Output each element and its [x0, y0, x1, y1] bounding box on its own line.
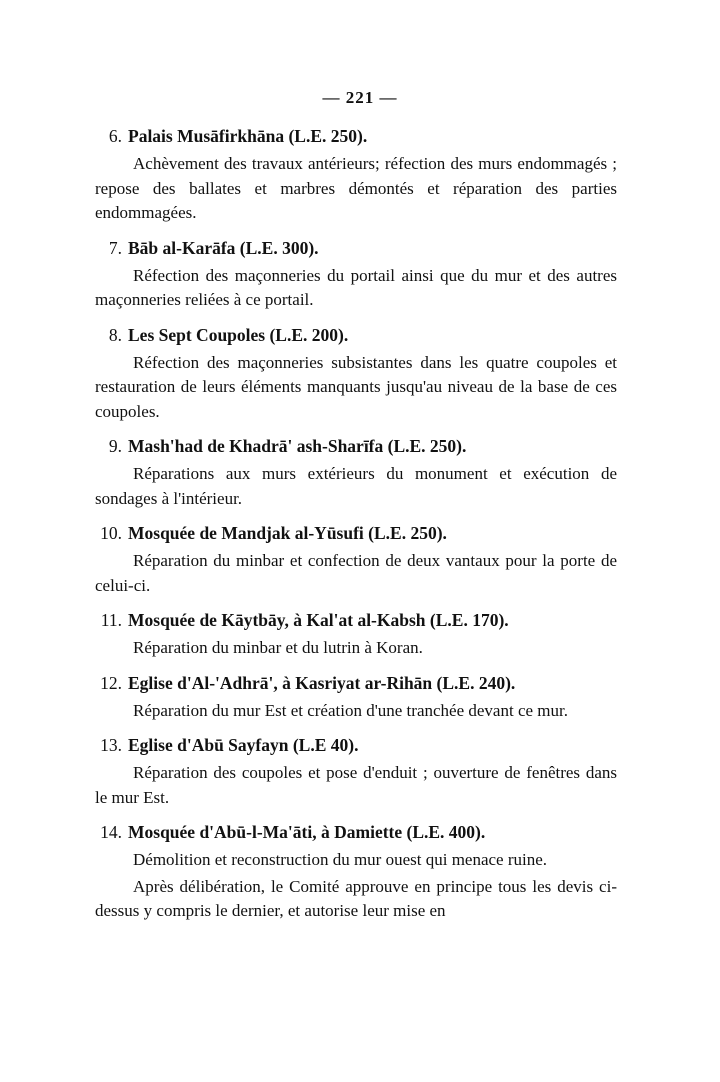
document-body [95, 124, 617, 926]
entry-title: Eglise d'Abū Sayfayn (L.E 40). [128, 735, 359, 755]
entry-description: Réparations aux murs extérieurs du monument et exécution de sondages à l'intérieur. [95, 464, 617, 508]
entry-description: Réfection des maçonneries du portail ainsi que du mur et des autres maçonneries reliées à ce portail. [95, 265, 617, 309]
entry-heading [95, 323, 617, 347]
list-item [95, 521, 617, 598]
entry-heading [95, 733, 617, 757]
entry-number: 14. [100, 822, 122, 842]
entry-title: Les Sept Coupoles (L.E. 200). [128, 324, 349, 345]
entry-description: Réparation du minbar et du lutrin à Koran. [133, 638, 423, 657]
entry-number: 7. [108, 237, 122, 258]
list-item [95, 608, 617, 661]
list-item [95, 733, 617, 810]
entry-heading [95, 671, 617, 695]
entry-heading [95, 124, 617, 148]
entry-title: Eglise d'Al-'Adhrā', à Kasriyat ar-Rihān (L.E. 240). [128, 672, 516, 693]
entry-heading [95, 608, 617, 632]
entry-number: 13. [100, 735, 122, 755]
entry-number: 9. [108, 436, 122, 456]
list-item [95, 124, 617, 226]
list-item [95, 323, 617, 425]
page-number: — 221 — [322, 88, 398, 107]
entry-heading [95, 521, 617, 545]
list-item [95, 671, 617, 724]
entry-description: Réfection des maçonneries subsistantes dans les quatre coupoles et restauration de leurs éléments manquants jusqu'au niveau de la base de ces coupoles. [95, 352, 617, 421]
entry-number: 6. [108, 126, 122, 146]
entry-description: Réparation des coupoles et pose d'enduit ; ouverture de fenêtres dans le mur Est. [95, 763, 617, 807]
entry-description: Démolition et reconstruction du mur ouest qui menace ruine. [133, 850, 548, 869]
entry-description: Réparation du minbar et confection de deux vantaux pour la porte de celui-ci. [95, 551, 617, 595]
entry-number: 12. [100, 672, 122, 693]
entry-title: Mosquée de Kāytbāy, à Kal'at al-Kabsh (L.E. 170). [128, 610, 509, 630]
entry-title: Mash'had de Khadrā' ash-Sharīfa (L.E. 250). [128, 436, 467, 456]
list-item [95, 236, 617, 313]
list-item [95, 434, 617, 511]
entry-heading [95, 434, 617, 458]
entry-title: Mosquée d'Abū-l-Ma'āti, à Damiette (L.E. 400). [128, 822, 486, 842]
entry-heading [95, 820, 617, 844]
entry-number: 11. [100, 610, 122, 630]
entry-number: 10. [100, 523, 122, 543]
closing-paragraph: Après délibération, le Comité approuve en principe tous les devis ci-dessus y compris le dernier, et autorise leur mise en [95, 876, 617, 920]
list-item [95, 820, 617, 873]
entry-heading [95, 236, 617, 260]
entry-title: Bāb al-Karāfa (L.E. 300). [128, 237, 319, 258]
entry-title: Mosquée de Mandjak al-Yūsufi (L.E. 250). [128, 523, 447, 543]
entry-description: Achèvement des travaux antérieurs; réfection des murs endommagés ; repose des ballates et marbres démontés et réparation des parties endommagées. [95, 154, 617, 222]
entry-title: Palais Musāfirkhāna (L.E. 250). [128, 126, 368, 146]
entry-number: 8. [108, 324, 122, 345]
entry-description: Réparation du mur Est et création d'une tranchée devant ce mur. [133, 700, 568, 720]
